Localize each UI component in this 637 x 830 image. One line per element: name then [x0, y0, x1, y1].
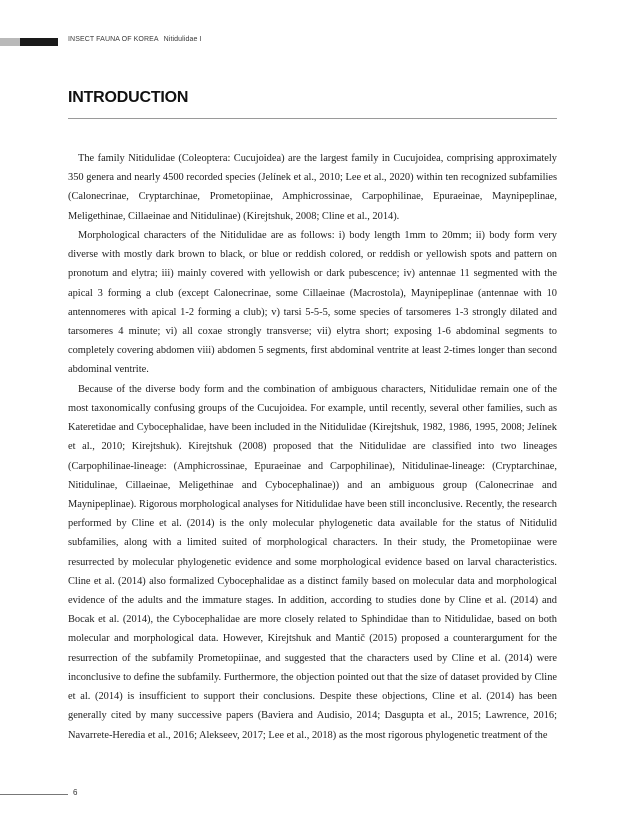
paragraph: Because of the diverse body form and the combination of ambiguous characters, Nitidulidae remain one of the most taxonomically confusing groups of the Cucujoidea. For example, until recently, several other families, such as Kateretidae and Cybocephalidae, have been included in the Nitidulidae (Kirejtshuk, 1982, 1986, 1995, 2008; Jelínek et al., 2010; Kirejtshuk). Kirejtshuk (2008) proposed that the Nitidulidae are classified into two lineages (Carpophilinae-lineage: (Amphicrossinae, Epuraeinae and Carpophilinae), Nitidulinae-lineage: (Cryptarchinae, Nitidulinae, Cillaeinae, Meligethinae and Cybocephalinae)) and an ambiguous group (Calonecrinae and Maynipeplinae). Rigorous morphological analyses for Nitidulidae have been still inconclusive. Recently, the research performed by Cline et al. (2014) is the only molecular phylogenetic data available for the status of Nitidulid subfamilies, along with a limited suited of morphological characters. In their study, the Prometopiinae were resurrected by molecular phylogenetic evidence and some morphological evidence based on larval characteristics. Cline et al. (2014) also formalized Cybocephalidae as a distinct family based on molecular data and morphological evidence of the adults and the immature stages. In addition, according to studies done by Cline et al. (2014) and Bocak et al. (2014), the Cybocephalidae are more closely related to Sphindidae than to Nitidulidae, based on both molecular and morphological data. However, Kirejtshuk and Mantič (2015) proposed a counterargument for the resurrection of the subfamily Prometopiinae, and suggested that the characters used by Cline et al. (2014) were inconclusive to define the subfamily. Furthermore, the objection pointed out that the size of dataset provided by Cline et al. (2014) is insufficient to support their conclusions. Despite these objections, Cline et al. (2014) has been generally cited by many successive papers (Baviera and Audisio, 2014; Dasgupta et al., 2015; Lawrence, 2016; Navarrete-Heredia et al., 2016; Alekseev, 2017; Lee et al., 2018) as the most rigorous phylogenetic treatment of the	[68, 383, 558, 741]
page-number: 6	[73, 788, 78, 797]
header-series: INSECT FAUNA OF KOREA	[68, 36, 159, 43]
paragraph: The family Nitidulidae (Coleoptera: Cucujoidea) are the largest family in Cucujoidea, comprising approximately 350 genera and nearly 4500 recorded species (Jelínek et al., 2010; Lee et al., 2020) within ten recognized subfamilies (Calonecrinae, Cryptarchinae, Prometopiinae, Amphicrossinae, Carpophilinae, Epuraeinae, Maynipeplinae, Meligethinae, Cillaeinae and Nitidulinae) (Kirejtshuk, 2008; Cline et al., 2014).	[68, 153, 557, 222]
section-title: INTRODUCTION	[68, 89, 189, 106]
header-grey-bar	[0, 38, 20, 46]
footer-rule	[0, 794, 68, 795]
body-text	[68, 149, 557, 745]
paragraph: Morphological characters of the Nitidulidae are as follows: i) body length 1mm to 20mm; ii) body form very diverse with mostly dark brown to black, or blue or reddish colored, or reddish or yellowish spots and pattern on pronotum and elytra; iii) mainly covered with yellowish or dark pubescence; iv) antennae 11 segmented with the apical 3 forming a club (except Calonecrinae, some Cillaeinae (Macrostola), Maynipeplinae (antennae with 10 antennomeres with apical 1-2 forming a club); v) tarsi 5-5-5, some species of tarsomeres 1-3 strongly dilated and tarsomeres 4 minute; vi) all coxae strongly transverse; vii) elytra short; exposing 1-6 abdominal segments to completely covering abdomen viii) abdomen 5 segments, first abdominal ventrite at least 2-times longer than second abdominal ventrite.	[68, 229, 557, 376]
header-black-bar	[20, 38, 58, 46]
header-subtitle: Nitidulidae I	[163, 36, 202, 43]
title-divider	[68, 118, 557, 119]
running-header	[68, 36, 202, 43]
